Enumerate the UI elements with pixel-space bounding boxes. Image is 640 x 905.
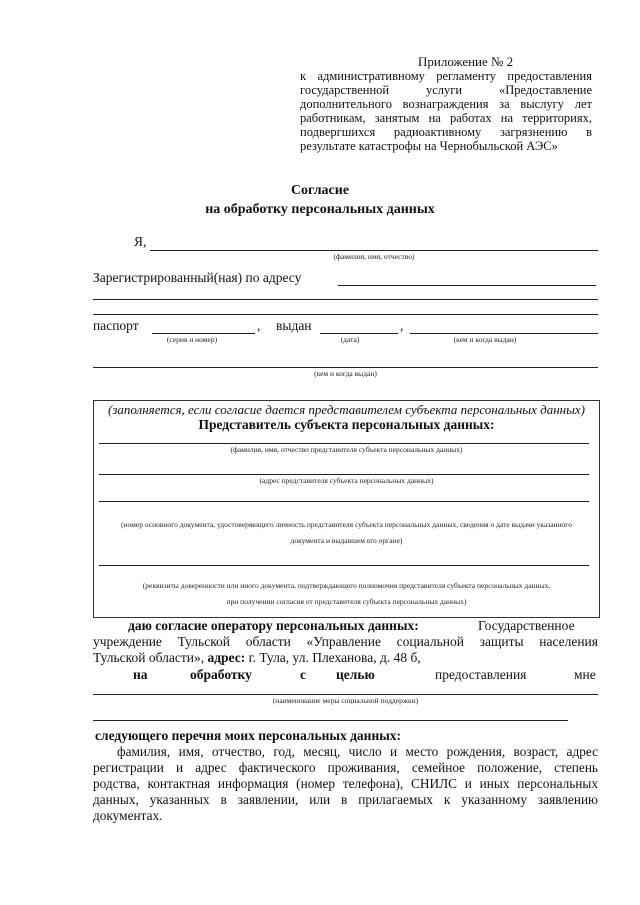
comma-1: , <box>257 318 261 333</box>
issuer-caption-2: (кем и когда выдан) <box>314 369 377 378</box>
passport-label: паспорт <box>93 318 139 333</box>
purpose-word-6: мне <box>574 667 596 682</box>
passport-date-line[interactable] <box>320 333 398 334</box>
purpose-word-3: с <box>300 667 306 682</box>
rep-fio-line[interactable] <box>99 443 589 444</box>
address-field-line-2[interactable] <box>93 299 598 300</box>
consent-lead: даю согласие оператору персональных данных: <box>128 618 419 633</box>
rep-attorney-line[interactable] <box>99 565 589 566</box>
i-label: Я, <box>134 234 147 249</box>
appendix-number: Приложение № 2 <box>418 54 514 69</box>
operator-name-2: учреждение Тульской области «Управление социальной защиты населения <box>93 634 598 649</box>
registered-label: Зарегистрированный(ная) по адресу <box>93 270 302 285</box>
purpose-word-1: на <box>133 667 148 682</box>
rep-doc-caption-2: документа и выдавшем его органе) <box>290 536 403 545</box>
purpose-word-4: целью <box>336 667 375 682</box>
issuer-caption: (кем и когда выдан) <box>453 335 517 344</box>
issued-label: выдан <box>276 318 312 333</box>
rep-fio-caption: (фамилия, имя, отчество представителя субъекта персональных данных) <box>230 445 463 454</box>
passport-issuer-line[interactable] <box>410 333 598 334</box>
purpose-word-2: обработку <box>190 667 252 682</box>
representative-note: (заполняется, если согласие дается представителем субъекта персональных данных) <box>107 402 585 417</box>
fio-caption: (фамилия, имя, отчество) <box>333 252 415 261</box>
rep-address-caption: (адрес представителя субъекта персональных данных) <box>259 476 434 485</box>
rep-address-line[interactable] <box>99 474 589 475</box>
purpose-word-5: предоставления <box>435 667 527 682</box>
list-line-5: документах. <box>93 808 163 823</box>
issuer-field-line-2[interactable] <box>93 367 598 368</box>
rep-attorney-caption-1: (реквизиты доверенности или иного документа, подтверждающего полномочия представителя субъекта персональных данных, <box>142 581 551 590</box>
appendix-text: к административному регламенту предоставления государственной услуги «Предоставление дополнительного вознаграждения за выслугу лет работникам, занятым на работах на территориях, подвергшихся радиоактивному загрязнению в результате катастрофы на Чернобыльской АЭС» <box>300 69 592 153</box>
address-label: адрес: <box>204 650 246 665</box>
measure-line[interactable] <box>93 694 598 695</box>
address-field-line-3[interactable] <box>93 314 598 315</box>
list-line-2: регистрации и адрес фактического проживания, семейное положение, степень <box>93 760 598 775</box>
list-line-4: данных, указанных в заявлении, или в прилагаемых к указанному заявлению <box>93 792 598 807</box>
operator-name-3: Тульской области», <box>93 650 205 665</box>
appendix-header <box>300 55 592 153</box>
operator-name-1: Государственное <box>478 618 575 633</box>
series-caption: (серия и номер) <box>166 335 218 344</box>
comma-2: , <box>400 318 404 333</box>
representative-heading: Представитель субъекта персональных данных: <box>198 417 495 432</box>
list-line-3: родства, контактная информация (номер телефона), СНИЛС и иных персональных <box>93 776 598 791</box>
list-line-1: фамилия, имя, отчество, год, месяц, число и место рождения, возраст, адрес <box>117 744 598 759</box>
document-subtitle: на обработку персональных данных <box>205 202 435 217</box>
measure-line-2[interactable] <box>93 720 568 721</box>
address-value: г. Тула, ул. Плеханова, д. 48 б, <box>245 650 421 665</box>
date-caption: (дата) <box>340 335 360 344</box>
document-title: Согласие <box>290 183 350 198</box>
operator-address <box>93 650 421 666</box>
passport-series-line[interactable] <box>152 333 255 334</box>
measure-caption: (наименование меры социальной поддержки) <box>272 696 419 705</box>
rep-attorney-caption-2: при получении согласия от представителя субъекта персональных данных) <box>226 597 467 606</box>
list-heading: следующего перечня моих персональных данных: <box>95 728 402 743</box>
address-field-line-1[interactable] <box>338 285 596 286</box>
rep-doc-line[interactable] <box>99 501 589 502</box>
rep-doc-caption-1: (номер основного документа, удостоверяющего личность представителя субъекта персональных данных, сведения о дате выдачи указанного <box>121 520 572 529</box>
fio-field-line[interactable] <box>150 250 598 251</box>
